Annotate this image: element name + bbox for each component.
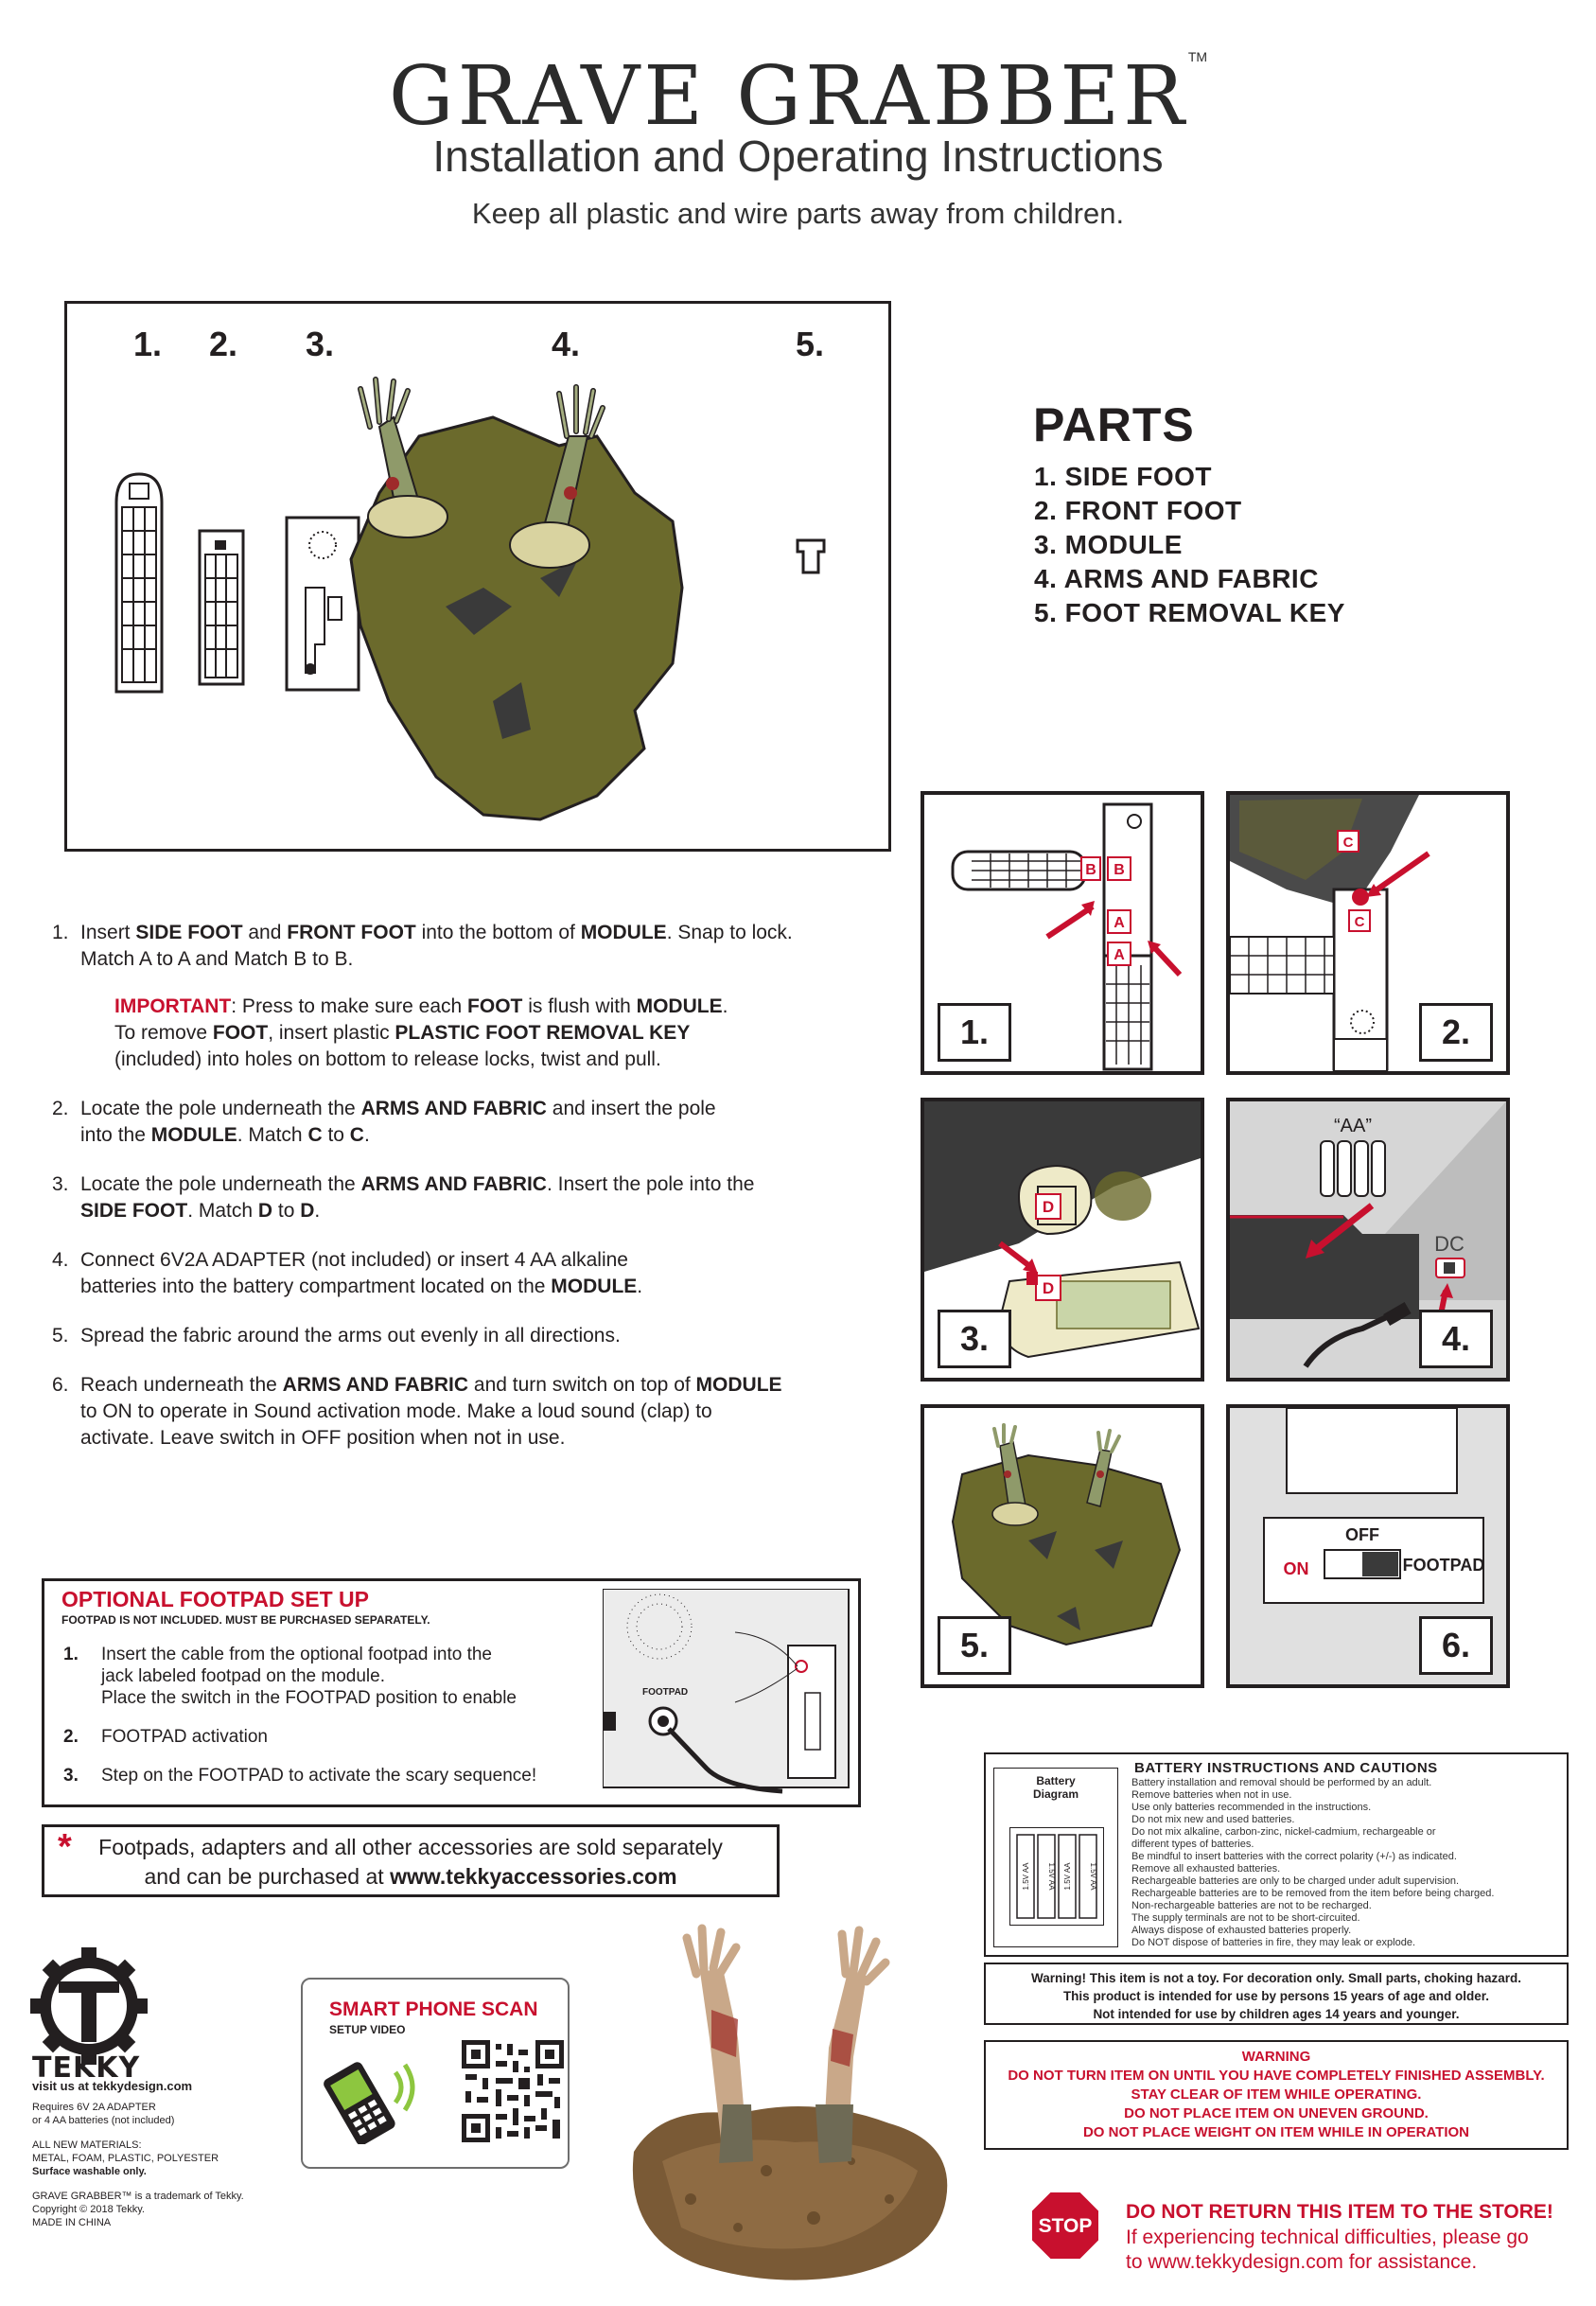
svg-text:1.5V AA: 1.5V AA (1047, 1862, 1056, 1891)
optional-footpad-steps (63, 1644, 593, 1804)
step-panel-5 (921, 1404, 1204, 1688)
jack-label: FOOTPAD (642, 1687, 689, 1698)
foot-removal-key-drawing (798, 540, 824, 572)
list-item: 2. FOOTPAD activation (63, 1727, 268, 1747)
parts-list-item: 5. FOOT REMOVAL KEY (1034, 598, 1345, 627)
step-2: 2. Locate the pole underneath the ARMS AND FABRIC and insert the pole into the MODULE. Match C to C. (52, 1098, 716, 1146)
stop-sign-icon (1029, 2190, 1101, 2262)
part-number-3: 3. (306, 325, 335, 363)
panel-number: 1. (938, 1003, 1011, 1062)
parts-illustration-box (64, 301, 891, 852)
optional-footpad-heading: OPTIONAL FOOTPAD SET UP (61, 1587, 369, 1611)
battery-cautions-box (984, 1752, 1569, 1957)
step-5: 5. Spread the fabric around the arms out evenly in all directions. (52, 1325, 621, 1347)
toy-warning-box: Warning! This item is not a toy. For decoration only. Small parts, choking hazard. This product is intended for use by persons 15 years of age and older. Not intended for use by children ages 14 years and younger. (984, 1963, 1569, 2025)
part-number-2: 2. (209, 325, 238, 363)
step-1: 1. Insert SIDE FOOT and FRONT FOOT into the bottom of MODULE. Snap to lock. Match A to A and Match B to B. IMPORTANT: Press to make sure each FOOT is flush with MODULE. To remove FOOT, insert plastic PLASTIC FOOT REMOVAL KEY (included) into holes on bottom to release locks, twist and pull. (52, 920, 866, 1073)
parts-list-item: 4. ARMS AND FABRIC (1034, 564, 1319, 593)
panel-number: 3. (938, 1310, 1011, 1368)
product-photo (605, 1915, 965, 2294)
warning-heading: WARNING (1241, 2049, 1311, 2065)
label-c: C (1342, 835, 1354, 851)
return-text: If experiencing technical difficulties, please go to www.tekkydesign.com for assistance. (1126, 2227, 1529, 2273)
step-panel-6 (1226, 1404, 1510, 1688)
scan-subheading: SETUP VIDEO (329, 2023, 406, 2036)
dc-label: DC (1434, 1232, 1464, 1256)
company-info: visit us at tekkydesign.com Requires 6V 2A ADAPTER or 4 AA batteries (not included) ALL NEW MATERIALS: METAL, FOAM, PLASTIC, POLYESTER Surface washable only. GRAVE GRABBER™ is a trademark of Tekky. Copyright © 2018 Tekky. MADE IN CHINA (32, 2080, 288, 2229)
step-3: 3. Locate the pole underneath the ARMS AND FABRIC. Insert the pole into the SIDE FOOT. Match D to D. (52, 1173, 755, 1222)
tekky-gear-logo (30, 1947, 148, 2065)
label-c: C (1354, 914, 1365, 930)
switch-footpad-label: FOOTPAD (1402, 1556, 1485, 1575)
tekky-website[interactable]: visit us at tekkydesign.com (32, 2079, 193, 2093)
step-panel-2 (1226, 791, 1510, 1075)
parts-illustration (67, 304, 888, 849)
module-drawing (287, 518, 359, 690)
part-number-5: 5. (796, 325, 825, 363)
optional-footpad-box (42, 1578, 861, 1807)
parts-heading: PARTS (1033, 398, 1195, 451)
list-item: 3. Step on the FOOTPAD to activate the scary sequence! (63, 1766, 537, 1786)
panel-number: 6. (1419, 1616, 1493, 1675)
panel-number: 2. (1419, 1003, 1493, 1062)
accessories-note: * Footpads, adapters and all other accessories are sold separately and can be purchased at www.tekkyaccessories.com (42, 1824, 780, 1897)
panel-number: 4. (1419, 1310, 1493, 1368)
step-4: 4. Connect 6V2A ADAPTER (not included) or insert 4 AA alkaline batteries into the battery compartment located on the MODULE. (52, 1249, 643, 1297)
label-a: A (1114, 947, 1125, 963)
side-foot-drawing (116, 474, 162, 692)
svg-text:1.5V AA: 1.5V AA (1063, 1862, 1072, 1891)
list-item: 1. Insert the cable from the optional footpad into the jack labeled footpad on the module. Place the switch in the FOOTPAD position to enable (63, 1645, 517, 1708)
phone-signal-icon (320, 2050, 420, 2144)
asterisk-icon: * (58, 1827, 72, 1867)
svg-text:STOP: STOP (1038, 2215, 1093, 2237)
svg-text:1.5V AA: 1.5V AA (1089, 1862, 1097, 1891)
label-b: B (1114, 862, 1125, 878)
part-number-1: 1. (133, 325, 163, 363)
parts-list-item: 3. MODULE (1034, 530, 1183, 559)
aa-label: “AA” (1334, 1116, 1372, 1136)
label-d: D (1042, 1279, 1055, 1297)
accessories-link[interactable]: www.tekkyaccessories.com (390, 1864, 677, 1889)
parts-list-item: 1. SIDE FOOT (1034, 462, 1213, 491)
switch-off-label: OFF (1345, 1525, 1379, 1544)
page-subtitle: Installation and Operating Instructions (432, 132, 1164, 181)
return-heading: DO NOT RETURN THIS ITEM TO THE STORE! (1126, 2201, 1553, 2223)
step-panel-3 (921, 1098, 1204, 1382)
step-6: 6. Reach underneath the ARMS AND FABRIC and turn switch on top of MODULE to ON to operate in Sound activation mode. Make a loud sound (clap) to activate. Leave switch in OFF position when not in use. (52, 1374, 782, 1449)
important-note: IMPORTANT: Press to make sure each FOOT is flush with MODULE. To remove FOOT, insert plastic PLASTIC FOOT REMOVAL KEY (included) into holes on bottom to release locks, twist and pull. (114, 995, 728, 1070)
smart-phone-scan-box (301, 1978, 570, 2169)
arms-and-fabric-drawing (351, 379, 682, 819)
child-warning: Keep all plastic and wire parts away from children. (471, 197, 1125, 230)
battery-cautions-heading: BATTERY INSTRUCTIONS AND CAUTIONS (1134, 1760, 1438, 1776)
step-panel-4 (1226, 1098, 1510, 1382)
label-a: A (1114, 915, 1125, 931)
step-panel-1 (921, 791, 1204, 1075)
product-title: GRAVE GRABBER™ (388, 49, 1208, 144)
trademark-mark: TM (1187, 49, 1208, 64)
scan-heading: SMART PHONE SCAN (329, 1998, 538, 2020)
front-foot-drawing (200, 531, 243, 684)
battery-compartment-icon (1009, 1827, 1104, 1926)
tekky-brand: TEKKY (32, 2051, 141, 2085)
part-number-4: 4. (552, 325, 581, 363)
operation-warning-box: WARNING DO NOT TURN ITEM ON UNTIL YOU HAVE COMPLETELY FINISHED ASSEMBLY. STAY CLEAR OF ITEM WHILE OPERATING. DO NOT PLACE ITEM ON UNEVEN GROUND. DO NOT PLACE WEIGHT ON ITEM WHILE IN OPERATION (984, 2040, 1569, 2150)
battery-diagram: Battery Diagram 1.5V AA 1.5V AA 1.5V AA 1.5V AA (993, 1768, 1118, 1947)
footpad-jack-illustration (603, 1589, 856, 1801)
parts-list-item: 2. FRONT FOOT (1034, 496, 1242, 525)
instruction-steps (52, 920, 866, 1474)
label-b: B (1085, 862, 1096, 878)
battery-cautions-list: Battery installation and removal should be performed by an adult. Remove batteries when not in use. Use only batteries recommended in the instructions. Do not mix new and used batteries. Do not mix alkaline, carbon-zinc, nickel-cadmium, rechargeable or different types of batteries. Be mindful to insert batteries with the correct polarity (+/-) as indicated. Remove all exhausted batteries. Rechargeable batteries are only to be charged under adult supervision. Rechargeable batteries are to be removed from the item before being charged. Non-rechargeable batteries are not to be recharged. The supply terminals are not to be short-circuited. Always dispose of exhausted batteries properly. Do NOT dispose of batteries in fire, they may leak or explode. (1131, 1777, 1495, 1948)
panel-number: 5. (938, 1616, 1011, 1675)
svg-text:1.5V AA: 1.5V AA (1022, 1862, 1030, 1891)
label-d: D (1042, 1198, 1055, 1216)
parts-list (1034, 460, 1345, 630)
switch-on-label: ON (1283, 1559, 1309, 1578)
qr-code-icon[interactable] (462, 2040, 564, 2142)
optional-footpad-note: FOOTPAD IS NOT INCLUDED. MUST BE PURCHASED SEPARATELY. (61, 1613, 430, 1627)
